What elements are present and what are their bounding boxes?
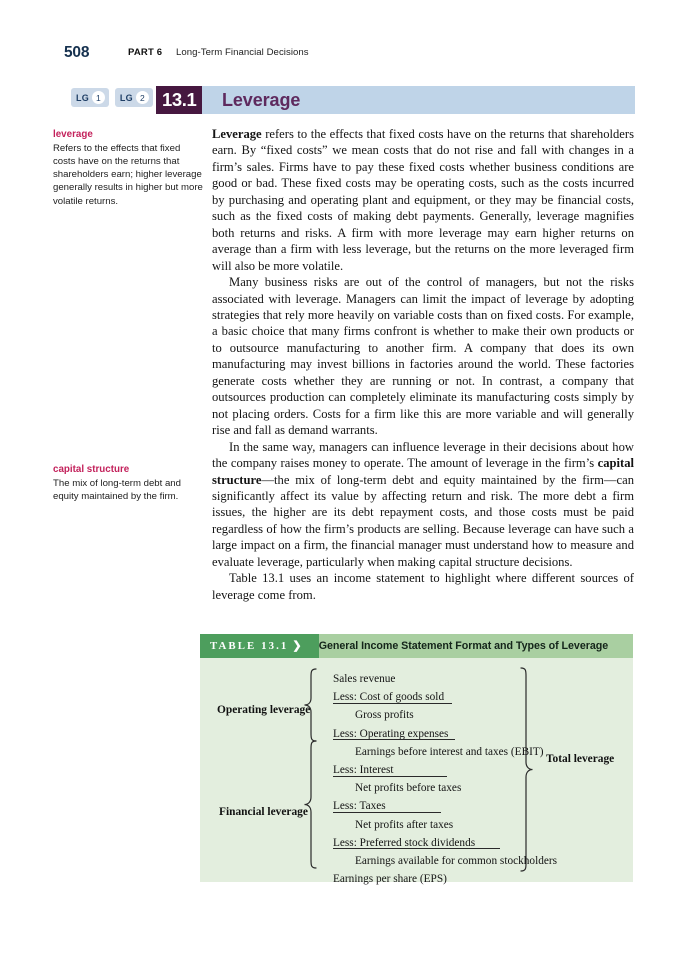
- paragraph-3-part-a: In the same way, managers can influence leverage in their decisions about how the company raises money to operate. The amount of leverage in the firm’s: [212, 439, 634, 471]
- statement-line-text: Net profits before taxes: [355, 782, 462, 795]
- learning-goal-badge-1: [71, 88, 109, 107]
- margin-term: capital structure: [53, 464, 130, 475]
- statement-line: [333, 743, 583, 761]
- statement-line: [333, 706, 583, 724]
- statement-line: [333, 852, 583, 870]
- section-title: Leverage: [222, 89, 301, 110]
- statement-line-text: Less: Interest: [333, 763, 394, 776]
- statement-line: [333, 870, 583, 888]
- statement-line-rule: [333, 812, 441, 813]
- paragraph-3-part-b: —the mix of long-term debt and equity maintained by the firm—can significantly affect its value by affecting return and risk. The more debt a firm issues, the higher are its debt repayment costs, and those costs must be paid regardless of how the firm’s products are selling. Because leverage can have such a large impact on a firm, the financial manager must understand how to measure and evaluate leverage, particularly when making capital structure decisions.: [212, 472, 634, 569]
- financial-leverage-brace: [303, 740, 319, 869]
- statement-line-text: Net profits after taxes: [355, 818, 454, 831]
- operating-leverage-label: Operating leverage: [217, 704, 311, 716]
- statement-line-rule: [333, 848, 500, 849]
- paragraph-4: Table 13.1 uses an income statement to highlight where different sources of leverage come from.: [212, 571, 634, 602]
- table-title: General Income Statement Format and Types of Leverage: [318, 640, 609, 652]
- lg-badge-label: LG: [76, 92, 89, 103]
- learning-goal-badge-2: [115, 88, 153, 107]
- section-title-banner: [156, 86, 635, 114]
- running-head: [0, 44, 700, 64]
- learning-goal-badges: [71, 88, 153, 107]
- page-number: 508: [64, 44, 90, 61]
- chevron-right-icon: ❯: [292, 639, 304, 652]
- paragraph-1-lead-term: Leverage: [212, 127, 262, 141]
- paragraph-3-bold-term: capital structure: [212, 456, 634, 487]
- statement-line: [333, 761, 583, 779]
- statement-line-text: Less: Cost of goods sold: [333, 691, 445, 704]
- part-label: PART 6: [128, 47, 163, 58]
- section-number: 13.1: [156, 86, 202, 114]
- paragraph-1-text: refers to the effects that fixed costs have on the returns that shareholders earn. By “fixed costs” we mean costs that do not rise and fall with changes in a firm’s sales. Firms have to pay these fixed costs whether business conditions are good or bad. These fixed costs may be operating costs, such as the costs incurred by purchasing and operating plant and equipment, or they may be financial costs, such as the fixed costs of making debt payments. Generally, leverage magnifies both returns and risks. A firm with more leverage may earn higher returns on average than a firm with less leverage, but the returns on the more leveraged firm will also be more volatile.: [212, 127, 634, 273]
- statement-line: [333, 834, 583, 852]
- statement-line: [333, 688, 583, 706]
- statement-line-text: Less: Preferred stock dividends: [333, 836, 476, 849]
- paragraph-1: [212, 126, 634, 274]
- statement-line-text: Less: Taxes: [333, 800, 386, 813]
- income-statement-lines: [333, 670, 583, 888]
- body-text-column: [212, 126, 634, 603]
- lg-badge-label: LG: [119, 92, 133, 103]
- margin-definition: Refers to the effects that fixed costs have on the returns that shareholders earn; higher leverage generally results in higher but more volatile returns.: [53, 142, 203, 207]
- statement-line-text: Sales revenue: [333, 673, 396, 685]
- table-caption: [200, 634, 633, 658]
- margin-note-leverage: [53, 128, 205, 208]
- total-leverage-label: Total leverage: [546, 753, 615, 765]
- table-tag-label: TABLE 13.1: [210, 640, 289, 652]
- section-header: [0, 86, 700, 116]
- lg-badge-number: 2: [136, 91, 149, 104]
- statement-line-text: Earnings available for common stockholders: [355, 854, 558, 867]
- table-body: [200, 658, 633, 886]
- statement-line-rule: [333, 739, 455, 740]
- statement-line: [333, 670, 583, 688]
- part-title: Long-Term Financial Decisions: [176, 47, 309, 58]
- paragraph-2: Many business risks are out of the control of managers, but not the risks associated with leverage. Managers can limit the impact of leverage by adopting strategies that rely more heavily on variable costs than on fixed costs. For example, a basic choice that many firms confront is whether to make their own products or to outsource manufacturing to another firm. A company that does its own manufacturing may invest billions in factories around the world. These factories generate costs whether they are running or not. In contrast, a company that outsources production can completely eliminate its manufacturing costs simply by not placing orders. Costs for a firm like this are more variable and will generally rise and fall as demand warrants.: [212, 275, 634, 438]
- paragraph-3: [212, 439, 634, 571]
- statement-line-text: Gross profits: [355, 709, 414, 722]
- table-13-1: [200, 634, 633, 886]
- statement-line: [333, 797, 583, 815]
- statement-line: [333, 816, 583, 834]
- lg-badge-number: 1: [92, 91, 105, 104]
- margin-note-capital-structure: [53, 463, 205, 503]
- statement-line-rule: [333, 703, 452, 704]
- statement-line-text: Earnings per share (EPS): [333, 873, 447, 886]
- margin-term: leverage: [53, 129, 93, 140]
- statement-line: [333, 779, 583, 797]
- statement-line-rule: [333, 776, 447, 777]
- margin-definition: The mix of long-term debt and equity maintained by the firm.: [53, 477, 181, 502]
- financial-leverage-label: Financial leverage: [219, 806, 308, 818]
- statement-line-text: Earnings before interest and taxes (EBIT): [355, 745, 544, 758]
- statement-line: [333, 725, 583, 743]
- statement-line-text: Less: Operating expenses: [333, 727, 449, 740]
- table-tag: [200, 634, 319, 658]
